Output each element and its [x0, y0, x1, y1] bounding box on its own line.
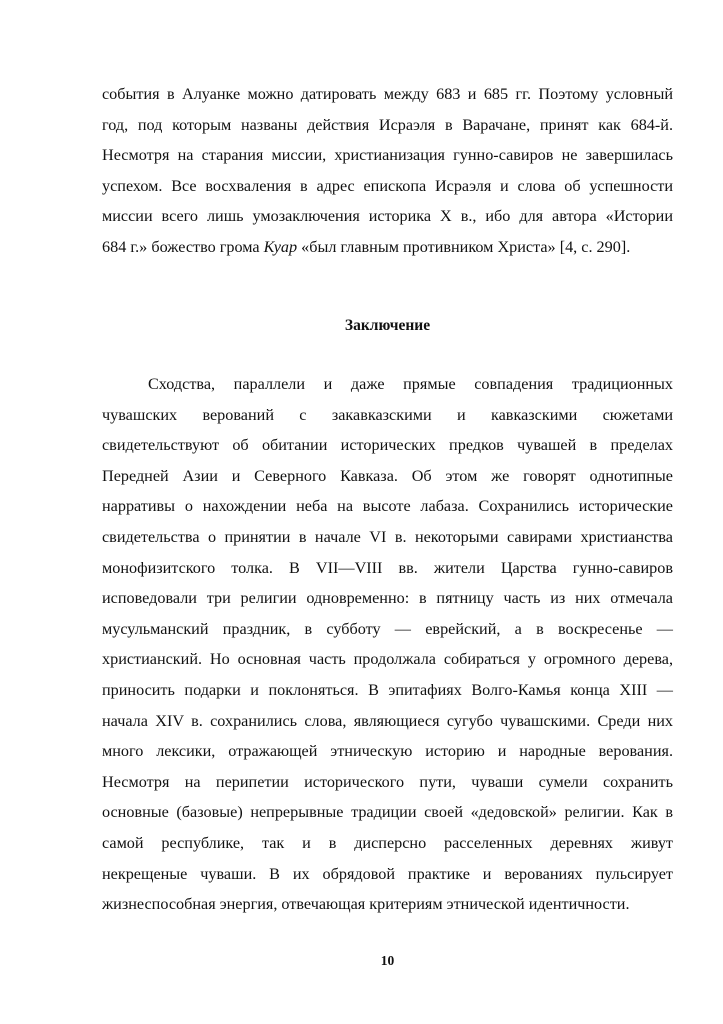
- text-line: начала XIV в. сохранились слова, являющиеся сугубо чувашскими. Среди них: [102, 711, 673, 730]
- text-line: Несмотря на перипетии исторического пути, чуваши сумели сохранить: [102, 772, 673, 791]
- text-line: жизнеспособная энергия, отвечающая критериям этнической идентичности.: [102, 895, 630, 914]
- text-line: некрещеные чуваши. В их обрядовой практике и верованиях пульсирует: [102, 864, 673, 883]
- top-paragraph: [102, 79, 673, 263]
- text-line: события в Алуанке можно датировать между 683 и 685 гг. Поэтому условный: [102, 85, 673, 103]
- text-line: свидетельствуют об обитании исторических предков чувашей в пределах: [102, 436, 673, 455]
- text-segment: 684 г.» божество грома: [102, 237, 264, 256]
- text-line-with-italic: [102, 232, 673, 263]
- text-line: Передней Азии и Северного Кавказа. Об этом же говорят однотипные: [102, 466, 673, 485]
- text-line: миссии всего лишь умозаключения историка X в., ибо для автора «Истории: [102, 207, 673, 226]
- page-number: 10: [380, 953, 395, 968]
- text-line: монофизитского толка. В VII—VIII вв. жители Царства гунно-савиров: [102, 558, 673, 577]
- text-line: Сходства, параллели и даже прямые совпадения традиционных: [148, 375, 673, 393]
- text-segment: «был главным противником Христа» [4, с. 290].: [297, 237, 631, 256]
- text-line: основные (базовые) непрерывные традиции своей «дедовской» религии. Как в: [102, 803, 673, 822]
- text-line: чувашских верований с закавказскими и кавказскими сюжетами: [102, 405, 673, 424]
- text-line: самой республике, так и в дисперсно расселенных деревнях живут: [102, 833, 673, 852]
- italic-term: Куар: [263, 237, 298, 256]
- text-line: Несмотря на старания миссии, христианизация гунно-савиров не завершилась: [102, 146, 673, 165]
- text-line: нарративы о нахождении неба на высоте лабаза. Сохранились исторические: [102, 497, 673, 516]
- text-line: мусульманский праздник, в субботу — еврейский, а в воскресенье —: [102, 619, 673, 638]
- text-line: год, под которым названы действия Исраэля в Варачане, принят как 684-й.: [102, 115, 673, 134]
- text-line: много лексики, отражающей этническую историю и народные верования.: [102, 742, 673, 761]
- section-heading: Заключение: [344, 317, 431, 334]
- text-line: христианский. Но основная часть продолжала собираться у огромного дерева,: [102, 650, 673, 669]
- conclusion-paragraph: [102, 369, 673, 920]
- text-line: приносить подарки и поклоняться. В эпитафиях Волго-Камья конца XIII —: [102, 680, 673, 699]
- text-line: свидетельства о принятии в начале VI в. некоторыми савирами христианства: [102, 527, 673, 546]
- text-line: успехом. Все восхваления в адрес епископа Исраэля и слова об успешности: [102, 176, 673, 195]
- text-line: исповедовали три религии одновременно: в пятницу часть из них отмечала: [102, 589, 673, 608]
